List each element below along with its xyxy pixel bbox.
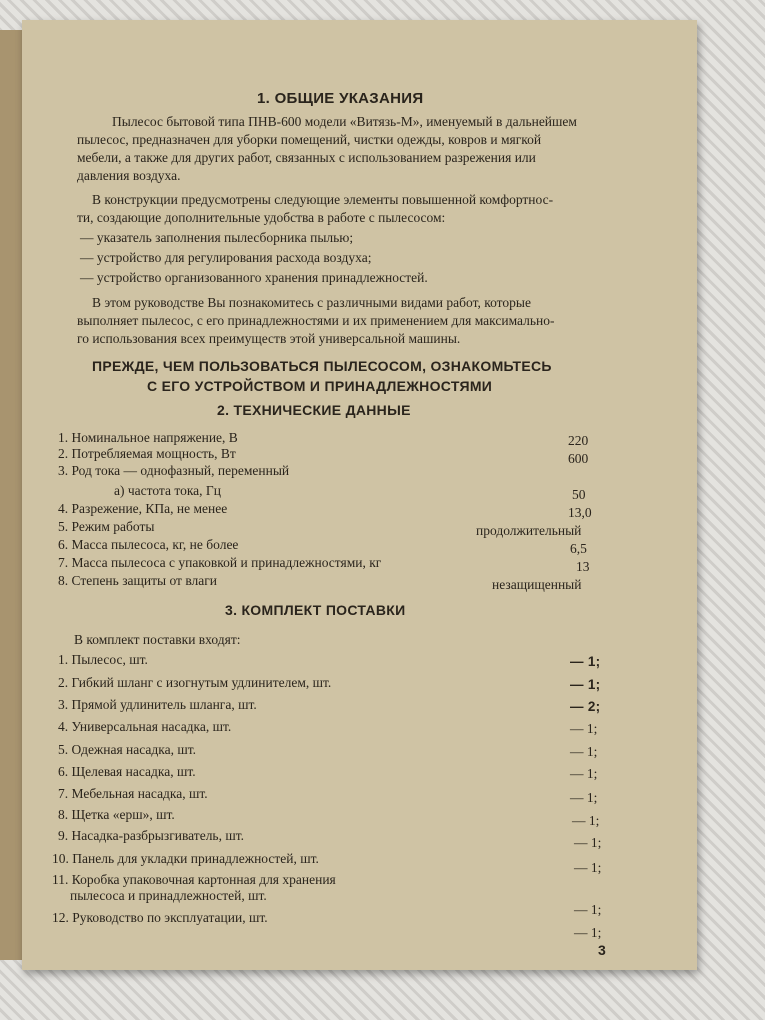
kit-item-qty: — 1; — [570, 677, 601, 692]
kit-item-label: 11. Коробка упаковочная картонная для хранения — [52, 872, 336, 887]
kit-item-qty: — 1; — [570, 654, 601, 669]
spec-label: 3. Род тока — однофазный, переменный — [58, 463, 290, 478]
kit-item-qty: — 1; — [574, 860, 602, 875]
spec-label: 8. Степень защиты от влаги — [58, 573, 218, 588]
para3-line: го использования всех преимуществ этой универсальной машины. — [77, 331, 461, 346]
spec-label: 5. Режим работы — [58, 519, 155, 534]
kit-item-qty: — 1; — [570, 790, 598, 805]
spec-label: а) частота тока, Гц — [114, 483, 221, 498]
spec-label: 2. Потребляемая мощность, Вт — [58, 446, 236, 461]
kit-item-label: 8. Щетка «ерш», шт. — [58, 807, 175, 822]
para1-line: давления воздуха. — [77, 168, 181, 183]
spec-label: 7. Масса пылесоса с упаковкой и принадлежностями, кг — [58, 555, 382, 570]
kit-item-qty: — 1; — [574, 902, 602, 917]
kit-item-qty: — 1; — [570, 744, 598, 759]
para3-line: выполняет пылесос, с его принадлежностями и их применением для максимально- — [77, 313, 555, 328]
kit-intro: В комплект поставки входят: — [74, 632, 241, 647]
notice-line: С ЕГО УСТРОЙСТВОМ И ПРИНАДЛЕЖНОСТЯМИ — [147, 378, 493, 394]
kit-item-qty: — 1; — [574, 925, 602, 940]
spec-value: 50 — [572, 487, 586, 502]
kit-item-qty: — 1; — [572, 813, 600, 828]
kit-item-label: 1. Пылесос, шт. — [58, 652, 148, 667]
spec-value: продолжительный — [476, 523, 582, 538]
spec-label: 6. Масса пылесоса, кг, не более — [58, 537, 239, 552]
para1-line: Пылесос бытовой типа ПНВ-600 модели «Витязь-М», именуемый в дальнейшем — [112, 114, 577, 129]
kit-item-qty: — 1; — [570, 721, 598, 736]
kit-item-label: 4. Универсальная насадка, шт. — [58, 719, 232, 734]
page-number: 3 — [598, 942, 607, 958]
kit-item-label: 10. Панель для укладки принадлежностей, шт. — [52, 851, 319, 866]
spec-label: 1. Номинальное напряжение, В — [58, 430, 238, 445]
kit-item-label: 2. Гибкий шланг с изогнутым удлинителем, шт. — [58, 675, 332, 690]
para2-line: В конструкции предусмотрены следующие элементы повышенной комфортнос- — [92, 192, 554, 207]
feature-bullet: — устройство для регулирования расхода воздуха; — [80, 250, 372, 265]
notice-line: ПРЕЖДЕ, ЧЕМ ПОЛЬЗОВАТЬСЯ ПЫЛЕСОСОМ, ОЗНАКОМЬТЕСЬ — [92, 358, 552, 374]
kit-item-label: 9. Насадка-разбрызгиватель, шт. — [58, 828, 244, 843]
kit-item-qty: — 1; — [574, 835, 602, 850]
kit-item-label: 3. Прямой удлинитель шланга, шт. — [58, 697, 257, 712]
spec-label: 4. Разрежение, КПа, не менее — [58, 501, 228, 516]
kit-item-qty: — 2; — [570, 699, 601, 714]
section-3-heading: 3. КОМПЛЕКТ ПОСТАВКИ — [225, 602, 406, 618]
kit-item-label: 12. Руководство по эксплуатации, шт. — [52, 910, 268, 925]
spec-value: 13,0 — [568, 505, 592, 520]
spec-value: 6,5 — [570, 541, 587, 556]
para1-line: пылесос, предназначен для уборки помещений, чистки одежды, ковров и мягкой — [77, 132, 542, 147]
document-page — [22, 20, 697, 970]
para3-line: В этом руководстве Вы познакомитесь с различными видами работ, которые — [92, 295, 531, 310]
section-2-heading: 2. ТЕХНИЧЕСКИЕ ДАННЫЕ — [217, 402, 411, 418]
spec-value: 220 — [568, 433, 589, 448]
para1-line: мебели, а также для других работ, связанных с использованием разрежения или — [77, 150, 536, 165]
para2-line: ти, создающие дополнительные удобства в работе с пылесосом: — [77, 210, 446, 225]
kit-item-label: 6. Щелевая насадка, шт. — [58, 764, 196, 779]
spec-value: незащищенный — [492, 577, 582, 592]
feature-bullet: — указатель заполнения пылесборника пылью; — [80, 230, 354, 245]
kit-item-label: 5. Одежная насадка, шт. — [58, 742, 197, 757]
section-1-heading: 1. ОБЩИЕ УКАЗАНИЯ — [257, 90, 424, 107]
kit-item-label: 7. Мебельная насадка, шт. — [58, 786, 208, 801]
kit-item-label: пылесоса и принадлежностей, шт. — [70, 888, 267, 903]
spec-value: 600 — [568, 451, 589, 466]
spec-value: 13 — [576, 559, 590, 574]
kit-item-qty: — 1; — [570, 766, 598, 781]
feature-bullet: — устройство организованного хранения принадлежностей. — [80, 270, 428, 285]
